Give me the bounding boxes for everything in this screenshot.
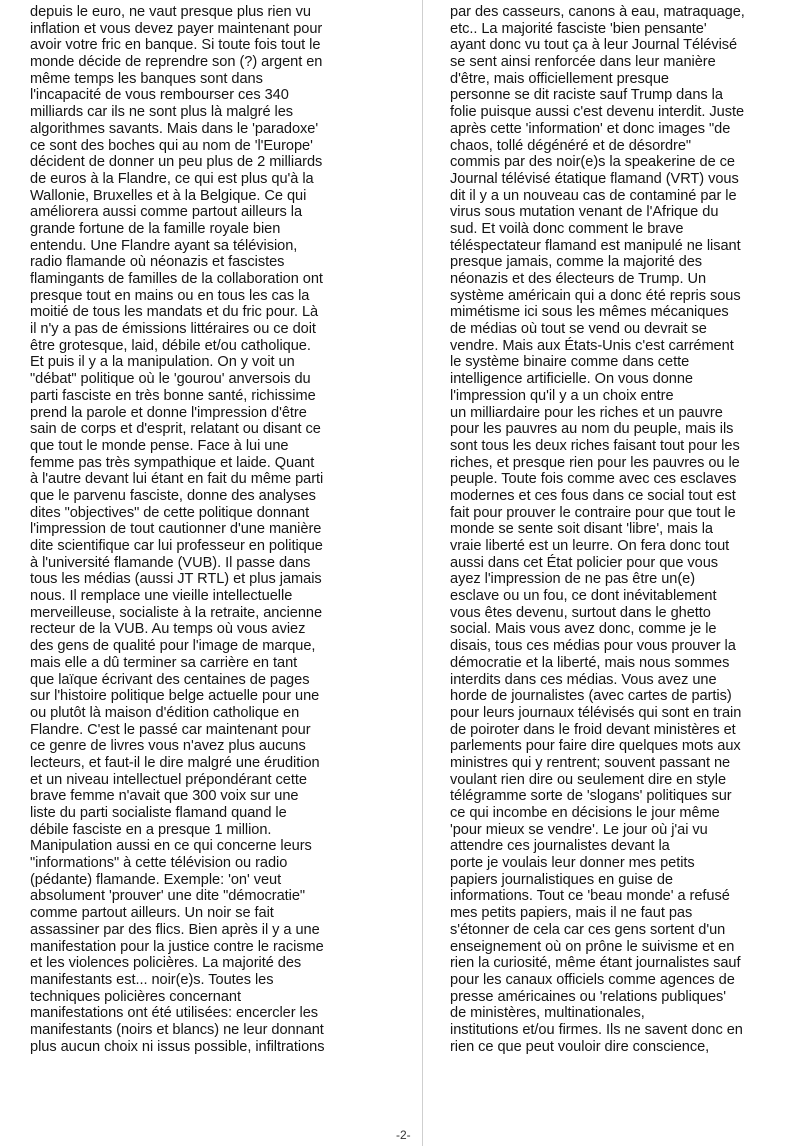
text-line: ce qui incombe en décisions le jour même: [450, 805, 720, 821]
text-line: prend la parole et donne l'impression d'être: [30, 404, 307, 421]
text-line: folie puisque aussi c'est devenu interdit. Juste: [450, 104, 745, 121]
text-line: intelligence artificielle. On vous donne: [450, 371, 693, 388]
text-line: liste du parti socialiste flamand quand le: [30, 805, 287, 821]
text-line: ministres qui y rentrent; souvent passant ne: [450, 754, 731, 771]
text-line: de poiroter dans le froid devant ministères et: [450, 721, 736, 738]
text-line: de médias où tout se vend ou devrait se: [450, 321, 707, 338]
text-line: sont tous les deux riches faisant tout pour les: [450, 437, 740, 454]
text-line: que le parvenu fasciste, donne des analyses: [30, 487, 316, 504]
text-line: Manipulation aussi en ce qui concerne leurs: [30, 838, 312, 855]
text-line: dites "objectives" de cette politique donnant: [30, 504, 310, 521]
text-line: presse américaines ou 'relations publiques': [450, 988, 726, 1005]
text-line: comme partout ailleurs. Un noir se fait: [30, 905, 274, 922]
text-line: l'impression qu'il y a un choix entre: [450, 387, 674, 404]
text-line: rien la curiosité, même étant journalistes sauf: [450, 955, 741, 972]
left-text-column: [30, 4, 400, 1055]
text-line: pour les pauvres au nom du peuple, mais ils: [450, 421, 734, 438]
text-line: ce genre de livres vous n'avez plus aucuns: [30, 738, 306, 755]
text-line: personne se dit raciste sauf Trump dans la: [450, 87, 723, 104]
text-line: 'pour mieux se vendre'. Le jour où j'ai vu: [450, 821, 708, 838]
text-line: "débat" politique où le 'gourou' anversois du: [30, 371, 311, 388]
text-line: de euros à la Flandre, ce qui est plus qu'à la: [30, 170, 314, 187]
text-line: techniques policières concernant: [30, 988, 241, 1005]
text-line: esclave ou un fou, ce dont inévitablement: [450, 588, 717, 605]
text-line: démocratie et la liberté, mais nous sommes: [450, 654, 730, 671]
text-line: sain de corps et d'esprit, relatant ou disant ce: [30, 421, 321, 438]
text-line: algorithmes savants. Mais dans le 'paradoxe': [30, 120, 319, 137]
text-line: manifestants est... noir(e)s. Toutes les: [30, 971, 274, 988]
text-line: disais, tous ces médias pour vous prouver la: [450, 638, 736, 655]
text-line: sur l'histoire politique belge actuelle pour une: [30, 688, 320, 705]
text-line: Wallonie, Bruxelles et à la Belgique. Ce qui: [30, 187, 307, 204]
page-number: -2-: [396, 1128, 411, 1142]
text-line: parti fasciste en très bonne santé, richissime: [30, 387, 316, 404]
text-line: améliorera aussi comme partout ailleurs la: [30, 204, 303, 221]
text-line: papiers journalistiques en guise de: [450, 871, 673, 888]
text-line: l'impression de tout cautionner d'une manière: [30, 521, 322, 538]
text-line: virus sous mutation venant de l'Afrique du: [450, 204, 719, 221]
text-line: et les violences policières. La majorité des: [30, 955, 302, 972]
text-line: milliards car ils ne sont plus là malgré les: [30, 104, 294, 121]
text-line: nous. Il remplace une vieille intellectuelle: [30, 588, 293, 605]
text-line: un milliardaire pour les riches et un pauvre: [450, 404, 723, 421]
text-line: presque jamais, comme la majorité des: [450, 254, 703, 271]
text-line: vendre. Mais aux États-Unis c'est carrément: [450, 337, 734, 354]
text-line: social. Mais vous avez donc, comme je le: [450, 621, 717, 638]
text-line: mais elle a dû terminer sa carrière en tant: [30, 654, 298, 671]
text-line: néonazis et des électeurs de Trump. Un: [450, 271, 707, 287]
text-line: d'être, mais officiellement presque: [450, 70, 669, 87]
text-line: "informations" à cette télévision ou radio: [30, 855, 288, 872]
text-line: fait pour prouver le contraire pour que tout le: [450, 504, 736, 521]
text-line: parlements pour faire dire quelques mots aux: [450, 738, 741, 755]
text-line: Journal télévisé étatique flamand (VRT) vous: [450, 170, 739, 187]
text-line: manifestations ont été utilisées: encercler les: [30, 1005, 319, 1022]
text-line: mimétisme ici sous les mêmes mécaniques: [450, 304, 729, 321]
text-line: l'incapacité de vous rembourser ces 340: [30, 87, 289, 104]
text-line: système américain qui a donc été repris sous: [450, 287, 741, 304]
text-line: à l'autre devant lui étant en fait du même parti: [30, 471, 324, 488]
text-line: entendu. Une Flandre ayant sa télévision,: [30, 237, 298, 254]
text-line: aussi dans cet État policier pour que vous: [450, 554, 719, 571]
text-line: décident de donner un peu plus de 2 milliards: [30, 154, 323, 171]
text-line: modernes et ces fous dans ce social tout est: [450, 487, 736, 504]
text-line: brave femme n'avait que 300 voix sur une: [30, 788, 299, 805]
text-line: riches, et presque rien pour les pauvres ou le: [450, 454, 740, 471]
text-line: vraie liberté est un leurre. On fera donc tout: [450, 538, 730, 554]
text-line: ayant donc vu tout ça à leur Journal Télévisé: [450, 37, 738, 54]
text-line: s'étonner de cela car ces gens sortent d'un: [450, 921, 726, 938]
text-line: même temps les banques sont dans: [30, 70, 263, 87]
text-line: monde se sente soit disant 'libre', mais la: [450, 521, 713, 538]
text-line: après cette 'information' et donc images "de: [450, 120, 731, 137]
text-line: tous les médias (aussi JT RTL) et plus jamais: [30, 571, 322, 588]
text-line: informations. Tout ce 'beau monde' a refusé: [450, 888, 730, 905]
text-line: manifestants (noirs et blancs) ne leur donnant: [30, 1021, 324, 1038]
text-line: attendre ces journalistes devant la: [450, 838, 670, 855]
text-line: téléspectateur flamand est manipulé ne lisant: [450, 237, 741, 254]
text-line: être grotesque, laid, débile et/ou catholique.: [30, 337, 311, 354]
text-line: pour les canaux officiels comme agences de: [450, 971, 735, 988]
text-line: sud. Et voilà donc comment le brave: [450, 220, 684, 237]
text-line: plus aucun choix ni issus possible, infiltrations: [30, 1038, 325, 1055]
text-line: mes petits papiers, mais il ne faut pas: [450, 905, 693, 922]
text-line: grande fortune de la famille royale bien: [30, 220, 281, 237]
text-line: commis par des noir(e)s la speakerine de ce: [450, 154, 735, 171]
text-line: que laïque écrivant des centaines de pages: [30, 671, 310, 688]
text-line: inflation et vous devez payer maintenant pour: [30, 20, 323, 37]
text-line: depuis le euro, ne vaut presque plus rien vu: [30, 4, 311, 20]
text-line: lecteurs, et faut-il le dire malgré une érudition: [30, 754, 320, 771]
text-line: rien ce que peut vouloir dire conscience,: [450, 1038, 710, 1055]
text-line: (pédante) flamande. Exemple: 'on' veut: [30, 871, 282, 888]
text-line: etc.. La majorité fasciste 'bien pensante': [450, 20, 707, 37]
text-line: dit il y a un nouveau cas de contaminé par le: [450, 187, 737, 204]
text-line: flamingants de familles de la collaboration ont: [30, 271, 323, 287]
text-line: horde de journalistes (avec cartes de partis): [450, 688, 732, 705]
text-line: se sent ainsi renforcée dans leur manière: [450, 54, 716, 71]
text-line: ayez l'impression de ne pas être un(e): [450, 571, 696, 588]
text-line: manifestation pour la justice contre le racisme: [30, 938, 324, 955]
column-divider: [422, 0, 423, 1146]
text-line: vous êtes devenu, surtout dans le ghetto: [450, 604, 711, 621]
text-line: ou plutôt là maison d'édition catholique en: [30, 704, 300, 721]
text-line: Et puis il y a la manipulation. On y voit un: [30, 354, 295, 371]
text-line: et un niveau intellectuel prépondérant cette: [30, 771, 307, 788]
text-line: télégramme sorte de 'slogans' politiques sur: [450, 788, 732, 805]
text-line: des gens de qualité pour l'image de marque,: [30, 638, 316, 655]
text-line: recteur de la VUB. Au temps où vous aviez: [30, 621, 306, 638]
text-line: absolument 'prouver' une dite "démocratie": [30, 888, 306, 905]
text-line: institutions et/ou firmes. Ils ne savent donc en: [450, 1021, 743, 1038]
text-line: enseignement où on prône le suivisme et en: [450, 938, 735, 955]
text-line: ce sont des boches qui au nom de 'l'Europe': [30, 137, 313, 154]
text-line: chaos, tollé dégénéré et de désordre": [450, 137, 692, 154]
text-line: monde décide de reprendre son (?) argent en: [30, 54, 323, 71]
text-line: le système binaire comme dans cette: [450, 354, 690, 371]
text-line: interdits dans ces médias. Vous avez une: [450, 671, 717, 688]
text-line: femme pas très sympathique et laide. Quant: [30, 454, 315, 471]
text-line: presque tout en mains ou en tous les cas la: [30, 287, 310, 304]
text-line: de ministères, multinationales,: [450, 1005, 645, 1022]
text-line: merveilleuse, socialiste à la retraite, ancienne: [30, 604, 323, 621]
text-line: porte je voulais leur donner mes petits: [450, 855, 695, 872]
text-line: assassiner par des flics. Bien après il y a une: [30, 921, 320, 938]
right-text-column: [450, 4, 788, 1055]
text-line: que tout le monde pense. Face à lui une: [30, 437, 289, 454]
text-line: dite scientifique car lui professeur en politique: [30, 538, 323, 554]
text-line: peuple. Toute fois comme avec ces esclaves: [450, 471, 737, 488]
text-line: à l'université flamande (VUB). Il passe dans: [30, 554, 311, 571]
text-line: pour leurs journaux télévisés qui sont en train: [450, 704, 742, 721]
text-line: radio flamande où néonazis et fascistes: [30, 254, 285, 271]
text-line: voulant rien dire ou seulement dire en style: [450, 771, 727, 788]
text-line: moitié de tous les mandats et du fric pour. Là: [30, 304, 319, 321]
text-line: il n'y a pas de émissions littéraires ou ce doit: [30, 321, 316, 338]
text-line: débile fasciste en a presque 1 million.: [30, 821, 272, 838]
text-line: avoir votre fric en banque. Si toute fois tout le: [30, 37, 321, 54]
text-line: par des casseurs, canons à eau, matraquage,: [450, 4, 745, 20]
text-line: Flandre. C'est le passé car maintenant pour: [30, 721, 311, 738]
